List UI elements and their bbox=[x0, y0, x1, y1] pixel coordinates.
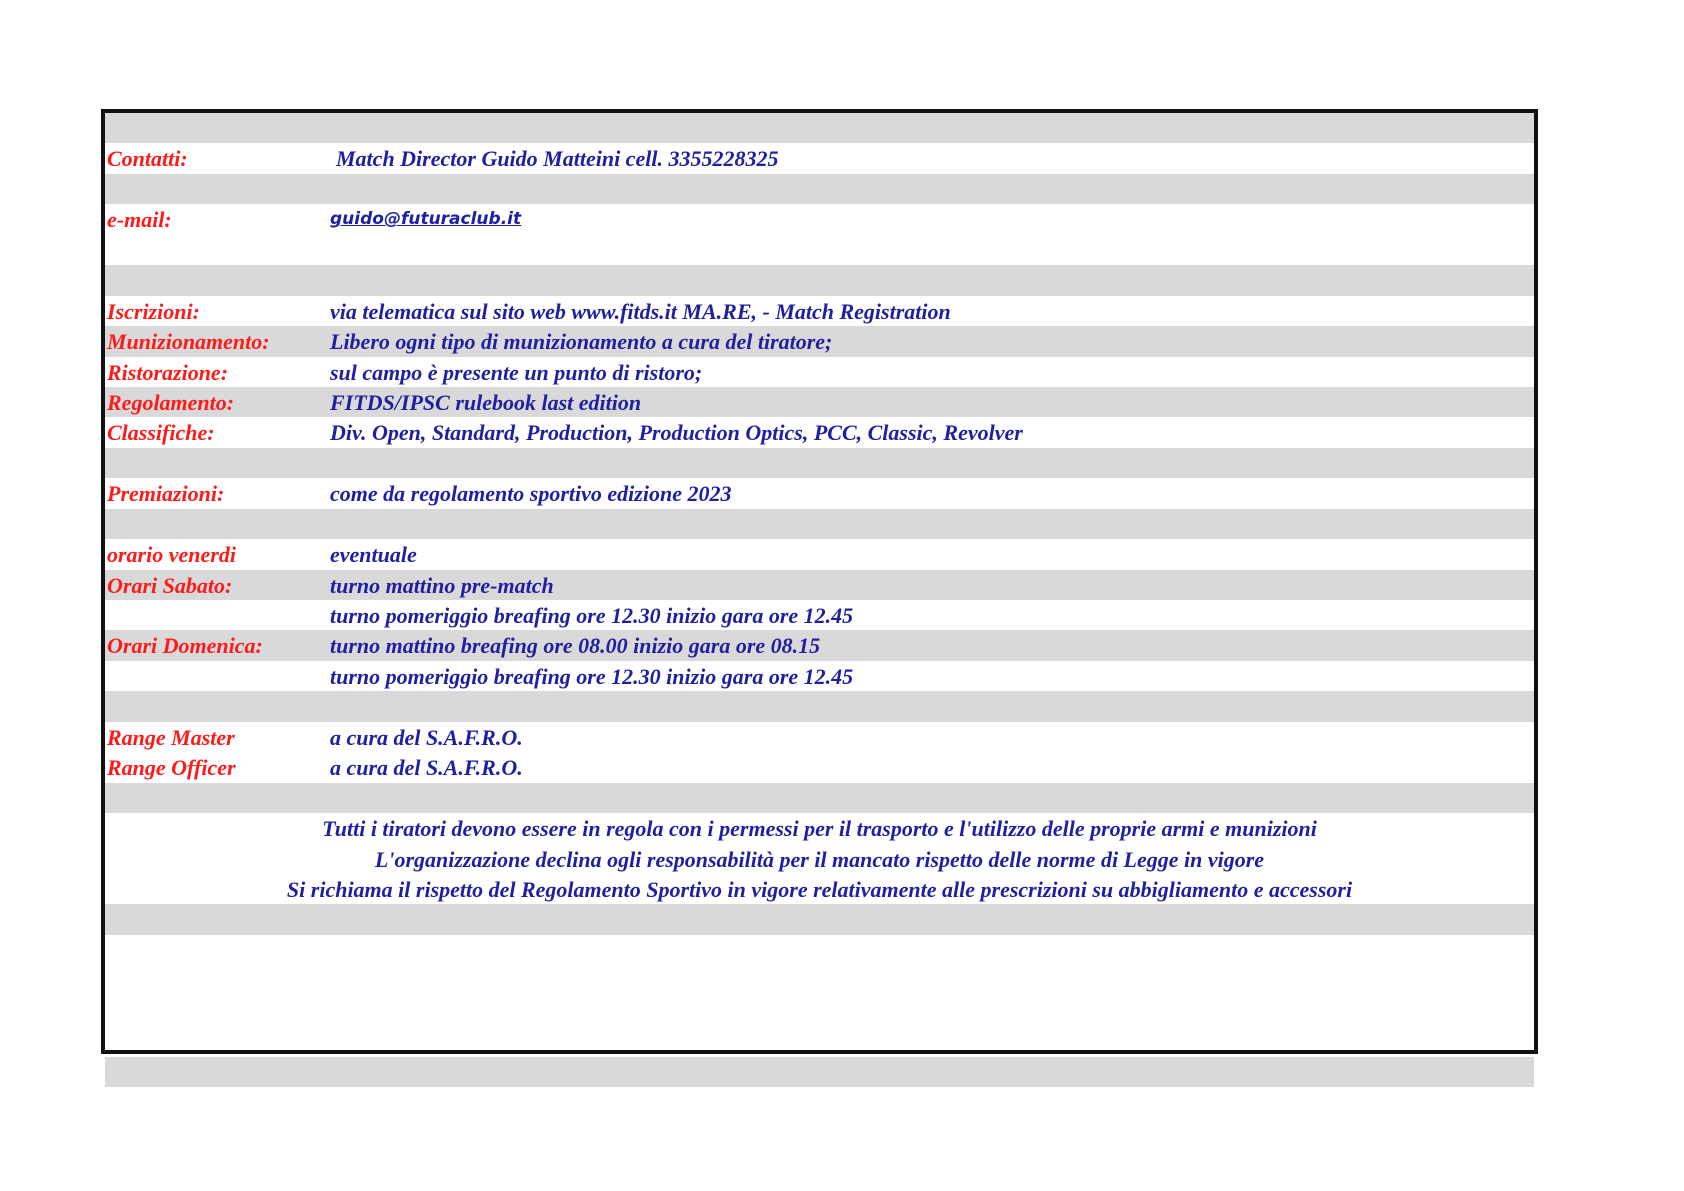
info-value: sul campo è presente un punto di ristoro; bbox=[330, 359, 703, 385]
schedule-value: turno mattino pre-match bbox=[330, 572, 554, 598]
info-label: Munizionamento: bbox=[107, 329, 270, 355]
info-label: Regolamento: bbox=[107, 389, 235, 415]
info-value: FITDS/IPSC rulebook last edition bbox=[330, 389, 642, 415]
info-value: via telematica sul sito web www.fitds.it MA.RE, - Match Registration bbox=[330, 298, 951, 324]
spacer-row bbox=[105, 174, 1534, 204]
schedule-label: Orari Sabato: bbox=[107, 572, 233, 598]
spacer-row bbox=[105, 783, 1534, 813]
info-value: Div. Open, Standard, Production, Production Optics, PCC, Classic, Revolver bbox=[330, 420, 1023, 446]
note-text: Tutti i tiratori devono essere in regola con i permessi per il trasporto e l'utilizzo delle proprie armi e munizioni bbox=[322, 816, 1317, 842]
schedule-value: turno pomeriggio breafing ore 12.30 inizio gara ore 12.45 bbox=[330, 663, 854, 689]
info-label: Classifiche: bbox=[107, 420, 215, 446]
spacer-row bbox=[105, 448, 1534, 478]
email-row bbox=[105, 204, 1534, 234]
staff-row bbox=[105, 752, 1534, 782]
spacer-row bbox=[105, 1057, 1534, 1087]
staff-value: a cura del S.A.F.R.O. bbox=[330, 724, 523, 750]
schedule-label: Orari Domenica: bbox=[107, 633, 263, 659]
info-row bbox=[105, 387, 1534, 417]
schedule-value: turno pomeriggio breafing ore 12.30 inizio gara ore 12.45 bbox=[330, 603, 854, 628]
staff-row bbox=[105, 722, 1534, 752]
spacer-row bbox=[105, 113, 1534, 143]
staff-value: a cura del S.A.F.R.O. bbox=[330, 755, 523, 781]
schedule-row bbox=[105, 600, 1534, 630]
email-label: e-mail: bbox=[107, 207, 172, 233]
note-text: Si richiama il rispetto del Regolamento Sportivo in vigore relativamente alle prescrizioni su abbigliamento e accessori bbox=[286, 876, 1353, 902]
spacer-row bbox=[105, 904, 1534, 934]
blank-area bbox=[105, 935, 1534, 1057]
staff-label: Range Master bbox=[107, 724, 235, 750]
schedule-value: turno mattino breafing ore 08.00 inizio gara ore 08.15 bbox=[330, 633, 821, 659]
spacer-row bbox=[105, 691, 1534, 721]
schedule-row bbox=[105, 630, 1534, 660]
info-row bbox=[105, 326, 1534, 356]
email-link[interactable]: guido@futuraclub.it bbox=[330, 209, 522, 230]
contacts-value: Match Director Guido Matteini cell. 3355228325 bbox=[336, 146, 779, 172]
premiazioni-row bbox=[105, 478, 1534, 508]
contacts-label: Contatti: bbox=[107, 146, 188, 172]
spacer-row bbox=[105, 509, 1534, 539]
schedule-row bbox=[105, 661, 1534, 691]
note-row bbox=[105, 813, 1534, 843]
info-row bbox=[105, 296, 1534, 326]
spacer-row bbox=[105, 265, 1534, 295]
note-text: L'organizzazione declina ogli responsabilità per il mancato rispetto delle norme di Legge in vigore bbox=[374, 846, 1265, 872]
premiazioni-label: Premiazioni: bbox=[107, 481, 225, 507]
info-row bbox=[105, 417, 1534, 447]
spacer-row bbox=[105, 235, 1534, 265]
info-label: Iscrizioni: bbox=[107, 298, 200, 324]
info-value: Libero ogni tipo di munizionamento a cura del tiratore; bbox=[330, 329, 833, 355]
info-sheet-frame bbox=[101, 109, 1538, 1054]
staff-label: Range Officer bbox=[107, 755, 236, 781]
info-label: Ristorazione: bbox=[107, 359, 229, 385]
schedule-row bbox=[105, 539, 1534, 569]
premiazioni-value: come da regolamento sportivo edizione 2023 bbox=[330, 481, 732, 507]
info-row bbox=[105, 357, 1534, 387]
schedule-row bbox=[105, 570, 1534, 600]
schedule-label: orario venerdi bbox=[107, 542, 236, 568]
note-row bbox=[105, 844, 1534, 874]
schedule-value: eventuale bbox=[330, 542, 417, 568]
contacts-row bbox=[105, 143, 1534, 173]
note-row bbox=[105, 874, 1534, 904]
